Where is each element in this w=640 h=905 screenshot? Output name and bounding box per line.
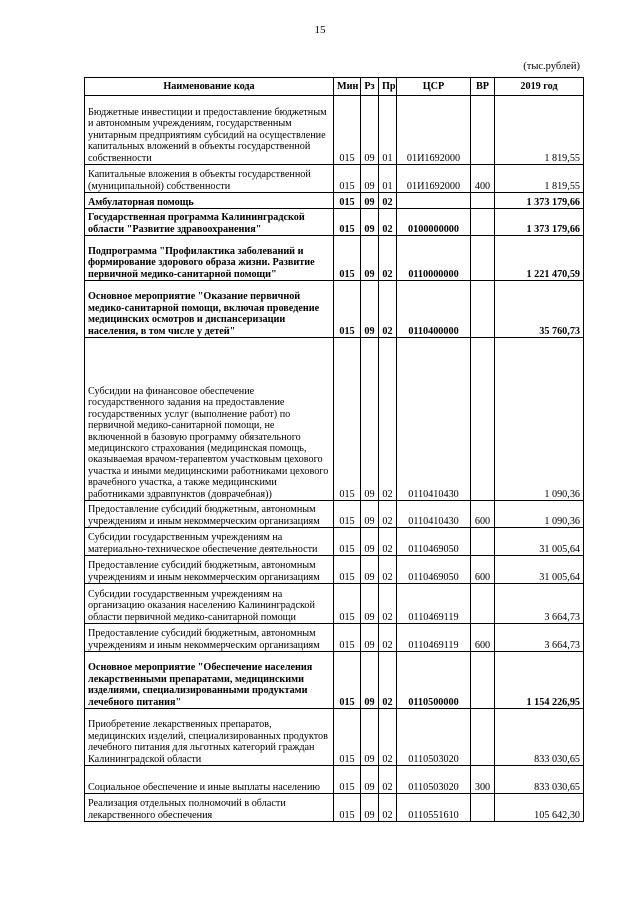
cell-csr: 0110551610 <box>397 794 471 822</box>
cell-min: 015 <box>334 766 361 794</box>
cell-pr: 02 <box>379 501 397 528</box>
cell-min: 015 <box>334 501 361 528</box>
table-row <box>85 556 584 584</box>
cell-sum: 31 005,64 <box>495 556 584 584</box>
units-label: (тыс.рублей) <box>523 61 580 72</box>
cell-name: Реализация отдельных полномочий в области лекарственного обеспечения <box>85 794 334 822</box>
cell-rz: 09 <box>361 96 379 165</box>
cell-min: 015 <box>334 528 361 556</box>
header-year: 2019 год <box>495 78 584 96</box>
cell-name: Основное мероприятие "Оказание первичной медико-санитарной помощи, включая проведение медицинских осмотров и диспансеризации населения, в том числе у детей" <box>85 281 334 338</box>
header-name: Наименование кода <box>85 78 334 96</box>
cell-vr: 600 <box>471 501 495 528</box>
cell-rz: 09 <box>361 652 379 709</box>
cell-sum: 1 819,55 <box>495 96 584 165</box>
cell-rz: 09 <box>361 501 379 528</box>
cell-min: 015 <box>334 652 361 709</box>
cell-sum: 35 760,73 <box>495 281 584 338</box>
table-row <box>85 624 584 652</box>
cell-sum: 31 005,64 <box>495 528 584 556</box>
table-row <box>85 96 584 165</box>
cell-csr: 0100000000 <box>397 209 471 236</box>
cell-name: Предоставление субсидий бюджетным, автономным учреждениям и иным некоммерческим организациям <box>85 501 334 528</box>
cell-vr: 600 <box>471 624 495 652</box>
cell-name: Государственная программа Калининградской области "Развитие здравоохранения" <box>85 209 334 236</box>
cell-min: 015 <box>334 624 361 652</box>
cell-sum: 1 373 179,66 <box>495 193 584 209</box>
cell-vr <box>471 709 495 766</box>
table-row <box>85 236 584 281</box>
cell-pr: 02 <box>379 794 397 822</box>
cell-min: 015 <box>334 193 361 209</box>
cell-rz: 09 <box>361 766 379 794</box>
cell-pr: 02 <box>379 584 397 624</box>
table-row <box>85 281 584 338</box>
table-row <box>85 652 584 709</box>
cell-vr <box>471 528 495 556</box>
cell-min: 015 <box>334 209 361 236</box>
cell-sum: 1 090,36 <box>495 338 584 501</box>
cell-name: Основное мероприятие "Обеспечение населения лекарственными препаратами, медицинскими изделиями, специализированными продуктами лечебного питания" <box>85 652 334 709</box>
table-header-row <box>85 78 584 96</box>
cell-name: Капитальные вложения в объекты государственной (муниципальной) собственности <box>85 165 334 193</box>
cell-pr: 02 <box>379 338 397 501</box>
cell-vr: 400 <box>471 165 495 193</box>
table-row <box>85 209 584 236</box>
cell-csr: 0110400000 <box>397 281 471 338</box>
cell-name: Субсидии государственным учреждениям на материально-техническое обеспечение деятельности <box>85 528 334 556</box>
cell-pr: 02 <box>379 709 397 766</box>
header-min: Мин <box>334 78 361 96</box>
cell-pr: 02 <box>379 193 397 209</box>
cell-csr: 0110469050 <box>397 556 471 584</box>
cell-min: 015 <box>334 556 361 584</box>
table-row <box>85 338 584 501</box>
cell-name: Предоставление субсидий бюджетным, автономным учреждениям и иным некоммерческим организациям <box>85 624 334 652</box>
cell-min: 015 <box>334 96 361 165</box>
cell-sum: 1 373 179,66 <box>495 209 584 236</box>
cell-csr: 0110503020 <box>397 766 471 794</box>
cell-vr <box>471 209 495 236</box>
table-row <box>85 528 584 556</box>
cell-csr: 0110503020 <box>397 709 471 766</box>
cell-min: 015 <box>334 584 361 624</box>
cell-vr <box>471 584 495 624</box>
cell-rz: 09 <box>361 528 379 556</box>
cell-pr: 02 <box>379 209 397 236</box>
cell-csr: 0110469119 <box>397 624 471 652</box>
cell-min: 015 <box>334 236 361 281</box>
cell-vr <box>471 652 495 709</box>
cell-vr <box>471 794 495 822</box>
cell-name: Бюджетные инвестиции и предоставление бюджетным и автономным учреждениям, государственным унитарным предприятиям субсидий на осуществление капитальных вложений в объекты государственной собственности <box>85 96 334 165</box>
cell-rz: 09 <box>361 193 379 209</box>
cell-csr: 01И1692000 <box>397 96 471 165</box>
cell-pr: 02 <box>379 624 397 652</box>
cell-min: 015 <box>334 709 361 766</box>
cell-vr: 300 <box>471 766 495 794</box>
cell-vr <box>471 236 495 281</box>
cell-min: 015 <box>334 281 361 338</box>
cell-rz: 09 <box>361 794 379 822</box>
cell-pr: 01 <box>379 165 397 193</box>
header-pr: Пр <box>379 78 397 96</box>
cell-sum: 1 819,55 <box>495 165 584 193</box>
header-vr: ВР <box>471 78 495 96</box>
cell-pr: 02 <box>379 236 397 281</box>
cell-csr: 0110500000 <box>397 652 471 709</box>
cell-name: Предоставление субсидий бюджетным, автономным учреждениям и иным некоммерческим организациям <box>85 556 334 584</box>
cell-min: 015 <box>334 338 361 501</box>
table-row <box>85 709 584 766</box>
cell-csr: 0110410430 <box>397 501 471 528</box>
cell-sum: 1 221 470,59 <box>495 236 584 281</box>
cell-csr: 0110469050 <box>397 528 471 556</box>
cell-rz: 09 <box>361 584 379 624</box>
cell-name: Субсидии на финансовое обеспечение государственного задания на предоставление государственных услуг (выполнение работ) по первичной медико-санитарной помощи, не включенной в базовую программу обязательного медицинского страхования (медицинская помощь, оказываемая врачом-терапевтом участковым цехового участка и иными медицинскими работниками цехового врачебного участка, а также медицинскими работниками здравпунктов (доврачебная)) <box>85 338 334 501</box>
table-row <box>85 584 584 624</box>
cell-vr: 600 <box>471 556 495 584</box>
cell-sum: 105 642,30 <box>495 794 584 822</box>
cell-pr: 02 <box>379 528 397 556</box>
cell-csr <box>397 193 471 209</box>
cell-rz: 09 <box>361 338 379 501</box>
cell-vr <box>471 281 495 338</box>
header-csr: ЦСР <box>397 78 471 96</box>
header-rz: Рз <box>361 78 379 96</box>
cell-name: Приобретение лекарственных препаратов, медицинских изделий, специализированных продуктов лечебного питания для льготных категорий граждан Калининградской области <box>85 709 334 766</box>
cell-rz: 09 <box>361 236 379 281</box>
cell-pr: 02 <box>379 281 397 338</box>
budget-table <box>84 77 584 822</box>
cell-csr: 0110410430 <box>397 338 471 501</box>
cell-name: Субсидии государственным учреждениям на организацию оказания населению Калининградской области первичной медико-санитарной помощи <box>85 584 334 624</box>
cell-name: Амбулаторная помощь <box>85 193 334 209</box>
cell-name: Социальное обеспечение и иные выплаты населению <box>85 766 334 794</box>
cell-rz: 09 <box>361 209 379 236</box>
cell-rz: 09 <box>361 556 379 584</box>
cell-csr: 0110000000 <box>397 236 471 281</box>
page-number: 15 <box>314 24 326 36</box>
table-row <box>85 794 584 822</box>
cell-vr <box>471 338 495 501</box>
cell-min: 015 <box>334 165 361 193</box>
cell-sum: 833 030,65 <box>495 709 584 766</box>
cell-sum: 3 664,73 <box>495 624 584 652</box>
cell-rz: 09 <box>361 281 379 338</box>
cell-pr: 02 <box>379 652 397 709</box>
cell-sum: 833 030,65 <box>495 766 584 794</box>
table-row <box>85 193 584 209</box>
cell-pr: 01 <box>379 96 397 165</box>
cell-pr: 02 <box>379 556 397 584</box>
table-row <box>85 501 584 528</box>
cell-pr: 02 <box>379 766 397 794</box>
cell-sum: 3 664,73 <box>495 584 584 624</box>
table-row <box>85 165 584 193</box>
cell-csr: 0110469119 <box>397 584 471 624</box>
cell-rz: 09 <box>361 624 379 652</box>
cell-vr <box>471 193 495 209</box>
cell-rz: 09 <box>361 165 379 193</box>
cell-rz: 09 <box>361 709 379 766</box>
cell-sum: 1 154 226,95 <box>495 652 584 709</box>
cell-csr: 01И1692000 <box>397 165 471 193</box>
cell-vr <box>471 96 495 165</box>
cell-sum: 1 090,36 <box>495 501 584 528</box>
table-row <box>85 766 584 794</box>
cell-min: 015 <box>334 794 361 822</box>
cell-name: Подпрограмма "Профилактика заболеваний и формирование здорового образа жизни. Развитие первичной медико-санитарной помощи" <box>85 236 334 281</box>
